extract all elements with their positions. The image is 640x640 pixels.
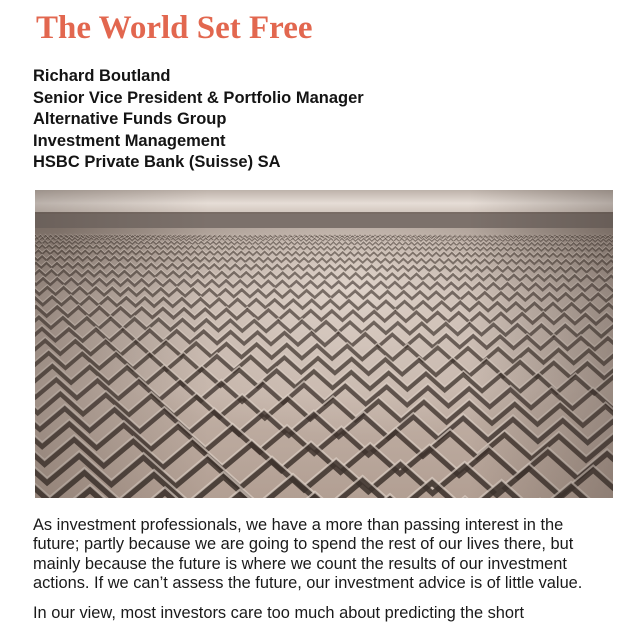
author-name: Richard Boutland xyxy=(33,67,171,85)
author-block xyxy=(33,66,364,174)
paragraph-1: As investment professionals, we have a more than passing interest in the future; partly because we are going to spend the rest of our lives there, but mainly because the future is where we count the results of our investment actions. If we can’t assess the future, our investment advice is of little value. xyxy=(33,516,583,593)
article-title: The World Set Free xyxy=(36,10,313,46)
sand-ripples-photo xyxy=(35,190,613,498)
author-group: Alternative Funds Group xyxy=(33,110,227,128)
paragraph-2: In our view, most investors care too much about predicting the short xyxy=(33,603,525,622)
author-department: Investment Management xyxy=(33,131,226,150)
author-position: Senior Vice President & Portfolio Manager xyxy=(33,88,364,107)
author-company: HSBC Private Bank (Suisse) SA xyxy=(33,153,281,171)
body-text xyxy=(33,516,613,633)
